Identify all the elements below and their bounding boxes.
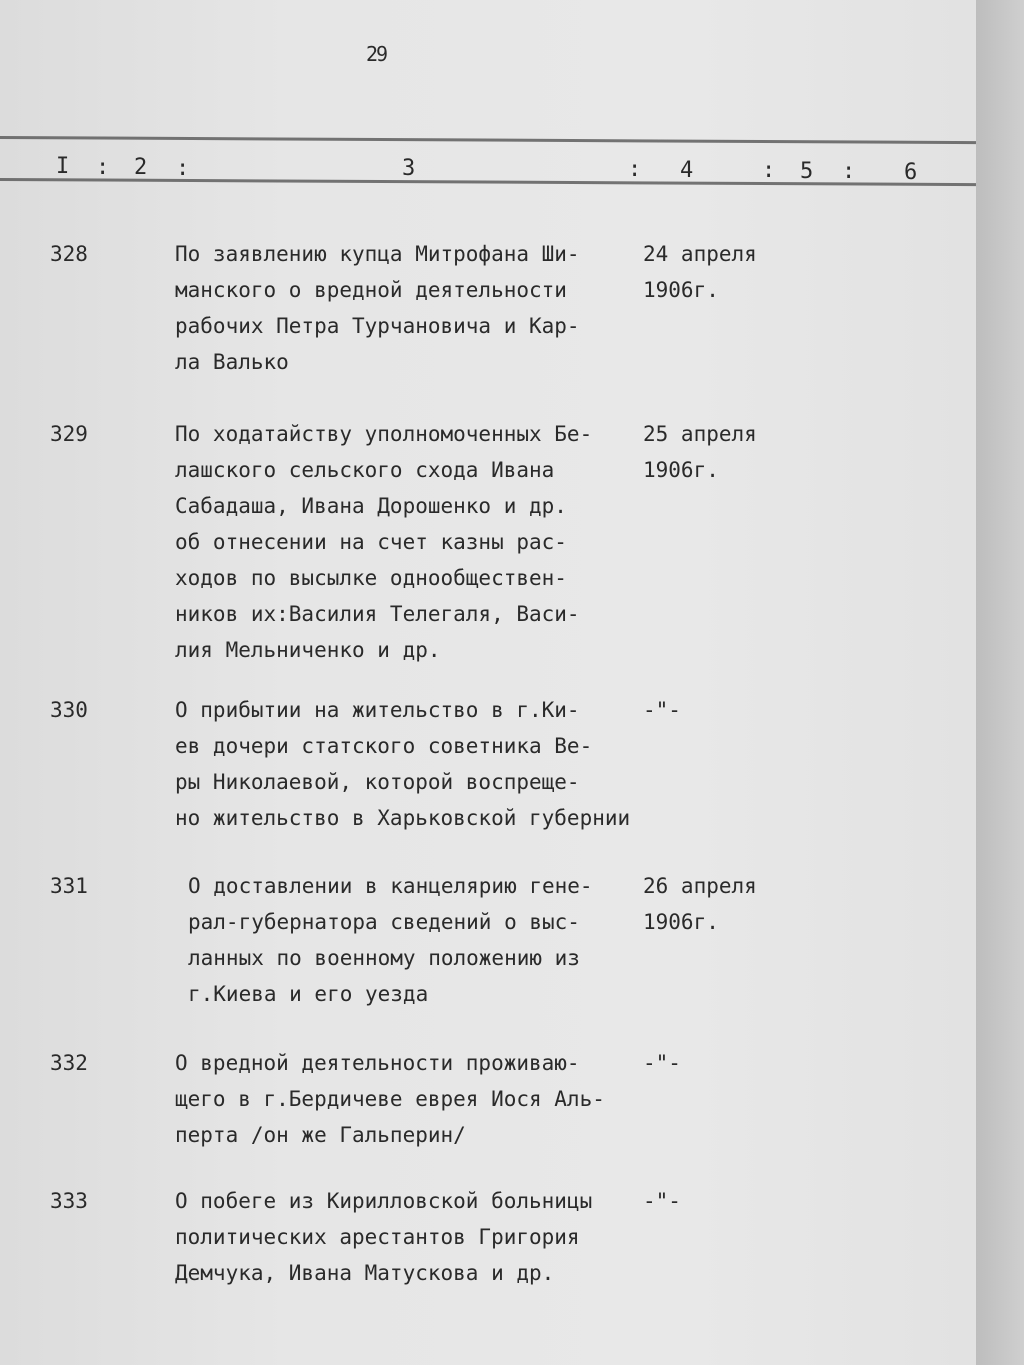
date-line: -"- [643,1051,681,1075]
header-column-label: 5 [800,158,814,184]
page-number: 29 [366,42,387,66]
entry-number: 328 [50,242,88,266]
header-column-label: 6 [904,160,918,185]
date-line: 1906г. [643,278,719,302]
date-line: 1906г. [643,910,719,934]
description-line: щего в г.Бердичеве еврея Иося Аль- [175,1087,605,1111]
header-separator: : [628,157,642,182]
description-line: лашского сельского схода Ивана [175,458,555,482]
description-line: перта /он же Гальперин/ [175,1123,466,1147]
entry-description [175,692,645,836]
entry-date [643,416,757,488]
description-line: г.Киева и его уезда [188,982,429,1006]
description-line: ла Валько [175,350,289,374]
description-line: ев дочери статского советника Ве- [175,734,593,758]
entry-description [175,236,645,380]
date-line: -"- [643,698,681,722]
description-line: рабочих Петра Турчановича и Кар- [175,314,580,338]
description-line: О побеге из Кирилловской больницы [175,1189,593,1213]
entry-date [643,692,681,728]
description-line: Демчука, Ивана Матускова и др. [175,1261,555,1285]
date-line: -"- [643,1189,681,1213]
page-edge [976,0,1024,1365]
header-column-label: 3 [402,156,416,182]
entry-number: 331 [50,874,88,898]
description-line: политических арестантов Григория [175,1225,580,1249]
description-line: ланных по военному положению из [188,946,580,970]
header-separator: : [176,155,190,181]
entry-number: 333 [50,1189,88,1213]
entry-number: 329 [50,422,88,446]
description-line: ников их:Василия Телегаля, Васи- [175,602,580,626]
date-line: 24 апреля [643,242,757,266]
entry-description [175,1045,645,1153]
description-line: ры Николаевой, которой воспреще- [175,770,580,794]
header-column-label: 2 [134,155,148,181]
entry-date [643,1045,681,1081]
description-line: но жительство в Харьковской губернии [175,806,631,830]
entry-date [643,1183,681,1219]
description-line: О доставлении в канцелярию гене- [188,874,593,898]
description-line: ходов по высылке однообществен- [175,566,567,590]
header-separator: : [762,158,776,184]
description-line: О вредной деятельности проживаю- [175,1051,580,1075]
header-separator: : [842,159,856,185]
header-separator: : [96,154,110,180]
date-line: 1906г. [643,458,719,482]
entry-date [643,868,757,940]
description-line: манского о вредной деятельности [175,278,567,302]
description-line: О прибытии на жительство в г.Ки- [175,698,580,722]
entry-description [175,416,645,668]
date-line: 25 апреля [643,422,757,446]
header-top-rule [0,136,976,144]
description-line: об отнесении на счет казны рас- [175,530,567,554]
description-line: лия Мельниченко и др. [175,638,441,662]
entry-description [175,1183,645,1291]
description-line: По заявлению купца Митрофана Ши- [175,242,580,266]
date-line: 26 апреля [643,874,757,898]
entry-date [643,236,757,308]
description-line: По ходатайству уполномоченных Бе- [175,422,593,446]
description-line: Сабадаша, Ивана Дорошенко и др. [175,494,567,518]
header-column-label: 4 [680,157,694,183]
entry-number: 330 [50,698,88,722]
description-line: рал-губернатора сведений о выс- [188,910,580,934]
entry-number: 332 [50,1051,88,1075]
entry-description [188,868,658,1012]
header-column-label: I [56,154,70,179]
